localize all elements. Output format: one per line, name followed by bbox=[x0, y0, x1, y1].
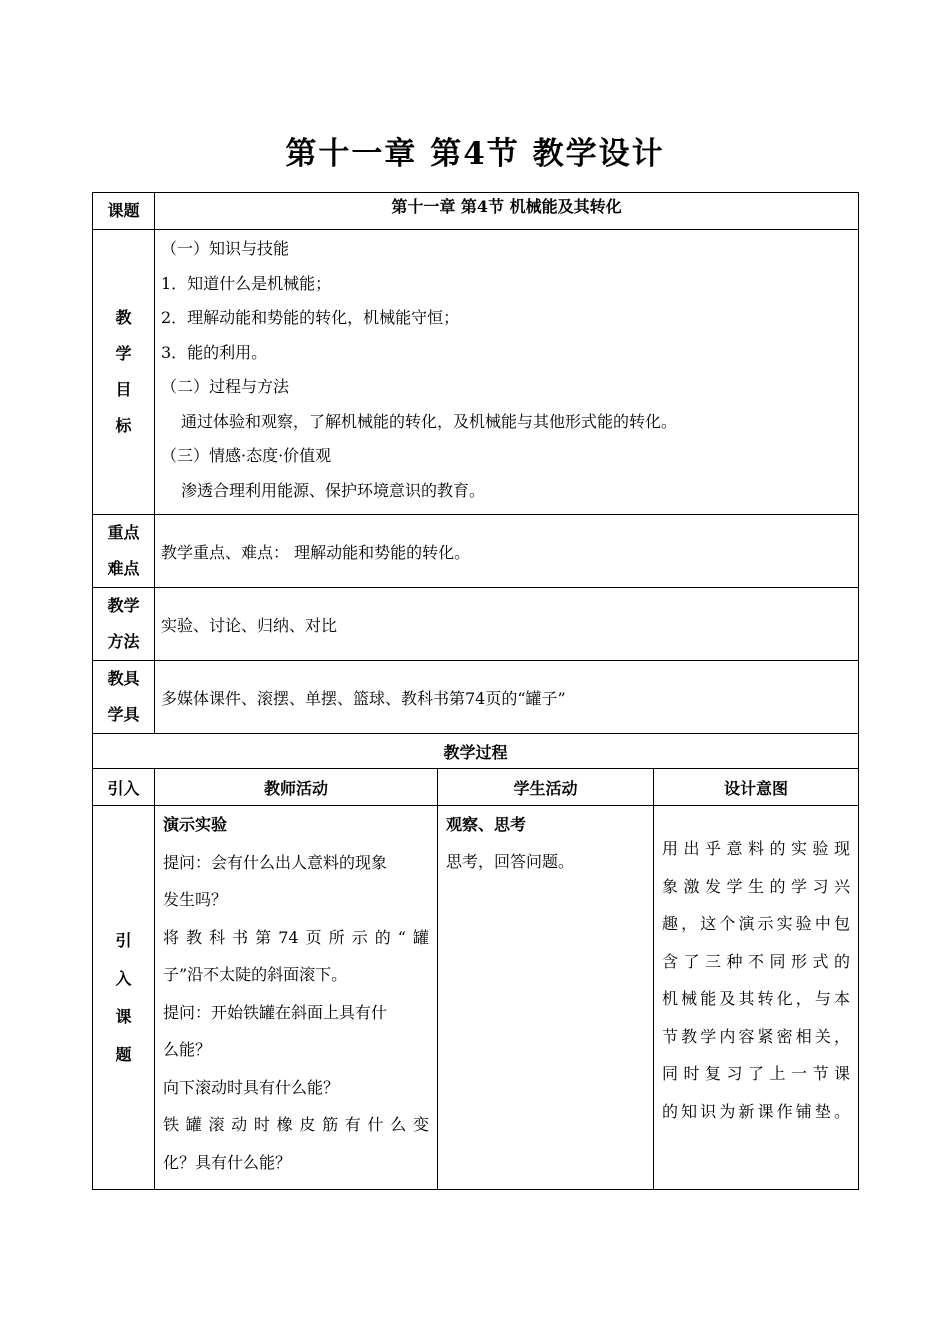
teacher-line: 子”沿不太陡的斜面滚下。 bbox=[163, 965, 348, 984]
tools-text: 多媒体课件、滚摆、单摆、篮球、教科书第74页的“罐子” bbox=[155, 661, 859, 734]
header-stage: 引入 bbox=[93, 769, 155, 806]
key-points-text: 教学重点、难点： 理解动能和势能的转化。 bbox=[155, 515, 859, 588]
header-intent: 设计意图 bbox=[654, 769, 859, 806]
goal-line: 3．能的利用。 bbox=[161, 342, 268, 362]
document-title: 第十一章 第4节 教学设计 bbox=[285, 136, 665, 172]
goal-line: 渗透合理利用能源、保护环境意识的教育。 bbox=[181, 480, 486, 500]
intent-line: 机械能及其转化，与本 bbox=[662, 989, 850, 1008]
teacher-line: 提问：开始铁罐在斜面上具有什 bbox=[163, 1002, 388, 1022]
goal-line: 2．理解动能和势能的转化，机械能守恒； bbox=[161, 308, 460, 327]
process-header-row bbox=[93, 769, 859, 806]
subject-label: 课题 bbox=[93, 193, 155, 230]
process-title-row bbox=[93, 734, 859, 769]
goal-line: （三）情感·态度·价值观 bbox=[161, 446, 332, 465]
teacher-line: 提问：会有什么出人意料的现象 bbox=[163, 852, 388, 872]
key-points-label: 重点 难点 bbox=[93, 515, 155, 588]
subject-row bbox=[93, 193, 859, 230]
intent-line: 同时复习了上一节课 bbox=[662, 1064, 850, 1083]
intent-line: 含了三种不同形式的 bbox=[662, 951, 850, 971]
teacher-line: 化？具有什么能？ bbox=[163, 1152, 292, 1172]
intent-line: 象激发学生的学习兴 bbox=[662, 876, 850, 896]
teacher-heading: 演示实验 bbox=[163, 815, 228, 834]
intent-line: 趣，这个演示实验中包 bbox=[662, 914, 850, 933]
method-label: 教学 方法 bbox=[93, 588, 155, 661]
teacher-line: 么能？ bbox=[163, 1040, 212, 1059]
goals-content bbox=[155, 230, 859, 515]
teacher-line: 将教科书第74页所示的“罐 bbox=[163, 927, 429, 947]
lesson-plan-table bbox=[92, 192, 859, 1190]
subject-value: 第十一章 第4节 机械能及其转化 bbox=[155, 193, 859, 230]
header-student: 学生活动 bbox=[438, 769, 654, 806]
key-points-row bbox=[93, 515, 859, 588]
teacher-line: 发生吗？ bbox=[163, 890, 228, 909]
intent-line: 用出乎意料的实验现 bbox=[662, 839, 850, 858]
teacher-line: 铁罐滚动时橡皮筋有什么变 bbox=[163, 1115, 429, 1134]
process-title: 教学过程 bbox=[93, 734, 859, 769]
header-teacher: 教师活动 bbox=[155, 769, 438, 806]
design-intent bbox=[654, 806, 859, 1190]
teacher-line: 向下滚动时具有什么能？ bbox=[163, 1077, 340, 1097]
method-row bbox=[93, 588, 859, 661]
goal-line: （二）过程与方法 bbox=[161, 377, 290, 396]
intent-line: 的知识为新课作铺垫。 bbox=[662, 1101, 850, 1121]
intent-line: 节教学内容紧密相关， bbox=[662, 1026, 850, 1046]
method-text: 实验、讨论、归纳、对比 bbox=[155, 588, 859, 661]
tools-row bbox=[93, 661, 859, 734]
intro-label: 引 入 课 题 bbox=[93, 806, 155, 1190]
intro-row bbox=[93, 806, 859, 1190]
goal-line: 通过体验和观察，了解机械能的转化，及机械能与其他形式能的转化。 bbox=[181, 411, 678, 431]
student-activity bbox=[438, 806, 654, 1190]
tools-label: 教具 学具 bbox=[93, 661, 155, 734]
goal-line: （一）知识与技能 bbox=[161, 239, 290, 258]
goal-line: 1．知道什么是机械能； bbox=[161, 273, 332, 293]
student-heading: 观察、思考 bbox=[446, 815, 527, 834]
student-text: 思考，回答问题。 bbox=[446, 852, 575, 871]
teacher-activity bbox=[155, 806, 438, 1190]
goals-label: 教 学 目 标 bbox=[93, 230, 155, 515]
goals-row bbox=[93, 230, 859, 515]
